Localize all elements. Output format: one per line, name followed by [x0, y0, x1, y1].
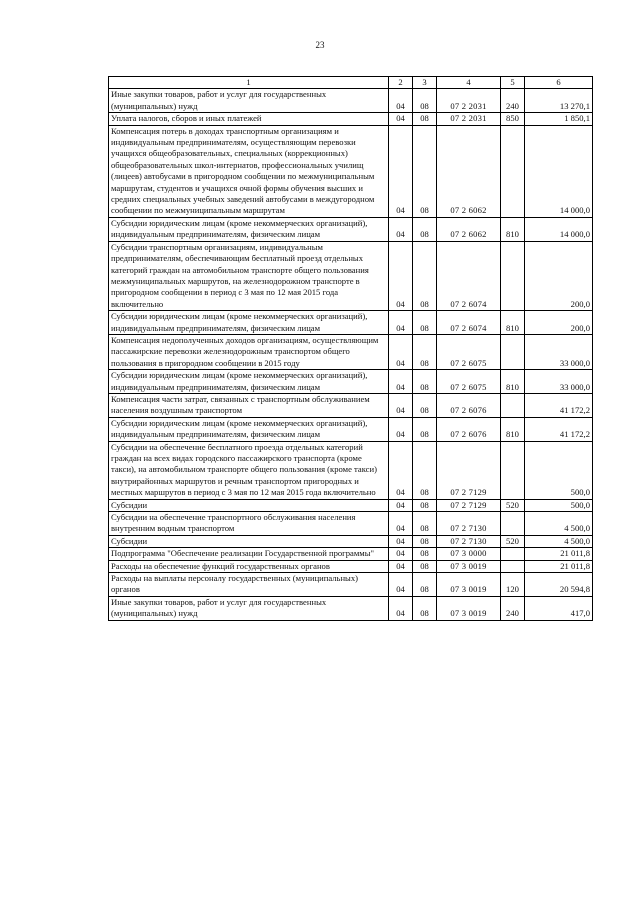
- row-pr-cell: 08: [413, 548, 437, 560]
- row-amount-cell: 20 594,8: [525, 573, 593, 597]
- row-rz-cell: 04: [389, 499, 413, 511]
- row-expense-cell: 810: [501, 217, 525, 241]
- table-row: [109, 311, 593, 335]
- row-name-cell: Субсидии юридическим лицам (кроме некоммерческих организаций), индивидуальным предпринимателям, физическим лицам: [109, 311, 389, 335]
- table-row: [109, 241, 593, 310]
- row-amount-cell: 14 000,0: [525, 217, 593, 241]
- row-rz-cell: 04: [389, 560, 413, 572]
- row-target-cell: 07 3 0000: [437, 548, 501, 560]
- table-row: [109, 334, 593, 369]
- row-pr-cell: 08: [413, 241, 437, 310]
- row-pr-cell: 08: [413, 334, 437, 369]
- row-pr-cell: 08: [413, 512, 437, 536]
- table-row: [109, 417, 593, 441]
- table-row: [109, 370, 593, 394]
- row-target-cell: 07 2 7130: [437, 535, 501, 547]
- row-expense-cell: [501, 512, 525, 536]
- row-target-cell: 07 2 6076: [437, 417, 501, 441]
- row-amount-cell: 13 270,1: [525, 89, 593, 113]
- table-row: [109, 125, 593, 217]
- row-target-cell: 07 2 2031: [437, 89, 501, 113]
- table-row: [109, 217, 593, 241]
- row-target-cell: 07 2 6062: [437, 125, 501, 217]
- row-pr-cell: 08: [413, 573, 437, 597]
- row-name-cell: Субсидии: [109, 535, 389, 547]
- row-target-cell: 07 2 6062: [437, 217, 501, 241]
- row-pr-cell: 08: [413, 311, 437, 335]
- row-rz-cell: 04: [389, 596, 413, 620]
- table-row: [109, 548, 593, 560]
- row-pr-cell: 08: [413, 89, 437, 113]
- row-pr-cell: 08: [413, 499, 437, 511]
- row-target-cell: 07 2 7129: [437, 499, 501, 511]
- row-expense-cell: [501, 125, 525, 217]
- row-name-cell: Субсидии юридическим лицам (кроме некоммерческих организаций), индивидуальным предпринимателям, физическим лицам: [109, 217, 389, 241]
- row-amount-cell: 200,0: [525, 311, 593, 335]
- row-target-cell: 07 2 7129: [437, 441, 501, 499]
- row-rz-cell: 04: [389, 573, 413, 597]
- row-rz-cell: 04: [389, 441, 413, 499]
- row-amount-cell: 500,0: [525, 499, 593, 511]
- row-amount-cell: 33 000,0: [525, 334, 593, 369]
- row-rz-cell: 04: [389, 217, 413, 241]
- row-target-cell: 07 3 0019: [437, 560, 501, 572]
- row-target-cell: 07 3 0019: [437, 596, 501, 620]
- row-name-cell: Уплата налогов, сборов и иных платежей: [109, 113, 389, 125]
- row-amount-cell: 14 000,0: [525, 125, 593, 217]
- row-amount-cell: 500,0: [525, 441, 593, 499]
- row-target-cell: 07 2 6075: [437, 370, 501, 394]
- row-name-cell: Иные закупки товаров, работ и услуг для государственных (муниципальных) нужд: [109, 596, 389, 620]
- row-pr-cell: 08: [413, 417, 437, 441]
- page-number: 23: [315, 40, 325, 50]
- row-expense-cell: [501, 548, 525, 560]
- row-pr-cell: 08: [413, 596, 437, 620]
- header-row: [109, 77, 593, 89]
- row-expense-cell: 810: [501, 311, 525, 335]
- row-rz-cell: 04: [389, 512, 413, 536]
- row-rz-cell: 04: [389, 113, 413, 125]
- row-name-cell: Расходы на выплаты персоналу государственных (муниципальных) органов: [109, 573, 389, 597]
- row-rz-cell: 04: [389, 125, 413, 217]
- row-target-cell: 07 2 7130: [437, 512, 501, 536]
- row-pr-cell: 08: [413, 535, 437, 547]
- row-target-cell: 07 2 6076: [437, 393, 501, 417]
- row-name-cell: Субсидии на обеспечение транспортного обслуживания населения внутренним водным транспортом: [109, 512, 389, 536]
- table-row: [109, 113, 593, 125]
- row-pr-cell: 08: [413, 113, 437, 125]
- row-target-cell: 07 3 0019: [437, 573, 501, 597]
- table-row: [109, 499, 593, 511]
- row-name-cell: Субсидии: [109, 499, 389, 511]
- table-row: [109, 512, 593, 536]
- row-target-cell: 07 2 6074: [437, 241, 501, 310]
- row-name-cell: Компенсация потерь в доходах транспортным организациям и индивидуальным предпринимателям, осуществляющим перевозки учащихся общеобразовательных, специальных (коррекционных) общеобразовательных школ-интернатов, профессиональных училищ (лицеев) автобусами в пригородном сообщении по межмуниципальным маршрутам, студентов и учащихся очной формы обучения высших и средних специальных учебных заведений автобусами в междугородном сообщении по межмуниципальным маршрутам: [109, 125, 389, 217]
- row-name-cell: Субсидии транспортным организациям, индивидуальным предпринимателям, обеспечивающим бесплатный проезд отдельных категорий граждан на автомобильном транспорте общего пользования межмуниципальных маршрутов, на железнодорожном транспорте в пригородном сообщении в период с 3 мая по 12 мая 2015 года включительно: [109, 241, 389, 310]
- table-row: [109, 89, 593, 113]
- row-expense-cell: 520: [501, 535, 525, 547]
- row-name-cell: Компенсация недополученных доходов организациям, осуществляющим пассажирские перевозки железнодорожным транспортом общего пользования в пригородном сообщении в 2015 году: [109, 334, 389, 369]
- row-expense-cell: 120: [501, 573, 525, 597]
- row-rz-cell: 04: [389, 311, 413, 335]
- table-row: [109, 535, 593, 547]
- row-amount-cell: 33 000,0: [525, 370, 593, 394]
- table-body: [109, 89, 593, 620]
- row-name-cell: Компенсация части затрат, связанных с транспортным обслуживанием населения воздушным транспортом: [109, 393, 389, 417]
- row-amount-cell: 21 011,8: [525, 548, 593, 560]
- row-expense-cell: [501, 560, 525, 572]
- header-col-rz: 2: [389, 77, 413, 89]
- budget-table: [108, 76, 593, 621]
- row-pr-cell: 08: [413, 393, 437, 417]
- table-row: [109, 560, 593, 572]
- row-expense-cell: 810: [501, 370, 525, 394]
- row-expense-cell: [501, 441, 525, 499]
- row-target-cell: 07 2 2031: [437, 113, 501, 125]
- row-rz-cell: 04: [389, 548, 413, 560]
- row-amount-cell: 4 500,0: [525, 512, 593, 536]
- row-name-cell: Подпрограмма "Обеспечение реализации Государственной программы": [109, 548, 389, 560]
- row-expense-cell: 520: [501, 499, 525, 511]
- row-expense-cell: [501, 241, 525, 310]
- row-expense-cell: [501, 334, 525, 369]
- row-name-cell: Иные закупки товаров, работ и услуг для государственных (муниципальных) нужд: [109, 89, 389, 113]
- row-rz-cell: 04: [389, 535, 413, 547]
- row-name-cell: Расходы на обеспечение функций государственных органов: [109, 560, 389, 572]
- row-name-cell: Субсидии юридическим лицам (кроме некоммерческих организаций), индивидуальным предпринимателям, физическим лицам: [109, 370, 389, 394]
- row-rz-cell: 04: [389, 241, 413, 310]
- header-col-pr: 3: [413, 77, 437, 89]
- row-pr-cell: 08: [413, 217, 437, 241]
- row-amount-cell: 1 850,1: [525, 113, 593, 125]
- row-target-cell: 07 2 6074: [437, 311, 501, 335]
- row-pr-cell: 08: [413, 370, 437, 394]
- row-rz-cell: 04: [389, 370, 413, 394]
- table-row: [109, 441, 593, 499]
- header-col-amount: 6: [525, 77, 593, 89]
- row-rz-cell: 04: [389, 393, 413, 417]
- row-expense-cell: 810: [501, 417, 525, 441]
- row-amount-cell: 417,0: [525, 596, 593, 620]
- row-amount-cell: 41 172,2: [525, 417, 593, 441]
- row-amount-cell: 200,0: [525, 241, 593, 310]
- row-pr-cell: 08: [413, 125, 437, 217]
- row-expense-cell: 240: [501, 596, 525, 620]
- row-rz-cell: 04: [389, 417, 413, 441]
- row-amount-cell: 41 172,2: [525, 393, 593, 417]
- row-amount-cell: 21 011,8: [525, 560, 593, 572]
- table-row: [109, 596, 593, 620]
- header-col-target: 4: [437, 77, 501, 89]
- row-rz-cell: 04: [389, 89, 413, 113]
- row-name-cell: Субсидии юридическим лицам (кроме некоммерческих организаций), индивидуальным предпринимателям, физическим лицам: [109, 417, 389, 441]
- row-pr-cell: 08: [413, 560, 437, 572]
- table-row: [109, 573, 593, 597]
- row-pr-cell: 08: [413, 441, 437, 499]
- row-expense-cell: [501, 393, 525, 417]
- header-col-name: 1: [109, 77, 389, 89]
- row-expense-cell: 240: [501, 89, 525, 113]
- table-row: [109, 393, 593, 417]
- row-amount-cell: 4 500,0: [525, 535, 593, 547]
- row-rz-cell: 04: [389, 334, 413, 369]
- row-target-cell: 07 2 6075: [437, 334, 501, 369]
- row-expense-cell: 850: [501, 113, 525, 125]
- header-col-expense: 5: [501, 77, 525, 89]
- row-name-cell: Субсидии на обеспечение бесплатного проезда отдельных категорий граждан на всех видах городского пассажирского транспорта (кроме такси), на автомобильном транспорте общего пользования (кроме такси) внутрирайонных маршрутов и речным транспортом пригородных и местных маршрутов в период с 3 мая по 12 мая 2015 года включительно: [109, 441, 389, 499]
